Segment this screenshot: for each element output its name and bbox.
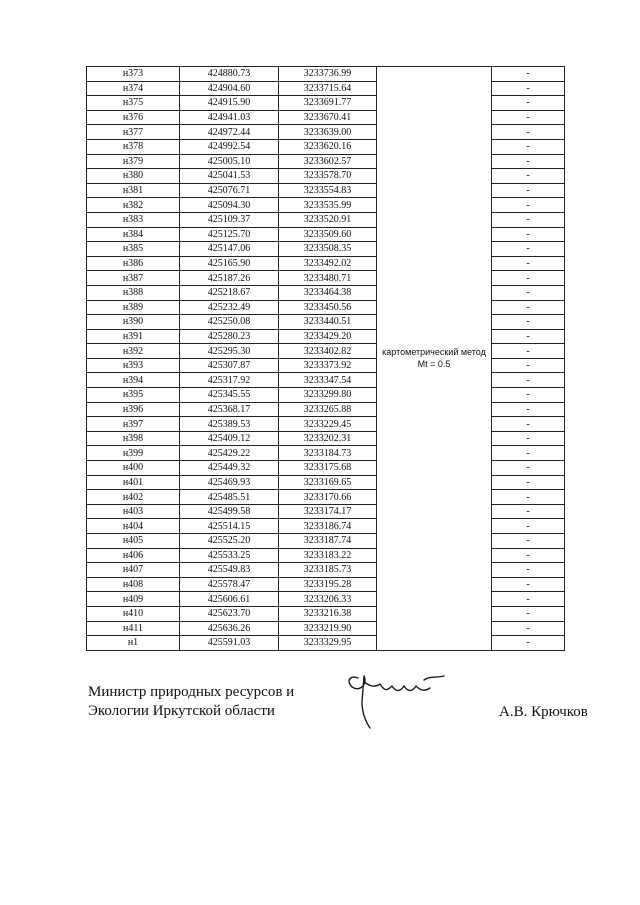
- dash-cell: -: [492, 431, 565, 446]
- y-cell: 3233329.95: [279, 636, 377, 651]
- x-cell: 425345.55: [180, 388, 279, 403]
- point-cell: н397: [87, 417, 180, 432]
- x-cell: 424941.03: [180, 110, 279, 125]
- y-cell: 3233450.56: [279, 300, 377, 315]
- table-row: [87, 417, 565, 432]
- table-row: [87, 577, 565, 592]
- point-cell: н395: [87, 388, 180, 403]
- x-cell: 425295.30: [180, 344, 279, 359]
- point-cell: н385: [87, 242, 180, 257]
- x-cell: 425041.53: [180, 169, 279, 184]
- y-cell: 3233554.83: [279, 183, 377, 198]
- point-cell: н386: [87, 256, 180, 271]
- x-cell: 425591.03: [180, 636, 279, 651]
- minister-title-line2: Экологии Иркутской области: [88, 703, 275, 719]
- dash-cell: -: [492, 461, 565, 476]
- y-cell: 3233184.73: [279, 446, 377, 461]
- point-cell: н400: [87, 461, 180, 476]
- point-cell: н373: [87, 67, 180, 82]
- point-cell: н391: [87, 329, 180, 344]
- point-cell: н390: [87, 315, 180, 330]
- y-cell: 3233578.70: [279, 169, 377, 184]
- table-row: [87, 256, 565, 271]
- x-cell: 425623.70: [180, 606, 279, 621]
- point-cell: н411: [87, 621, 180, 636]
- dash-cell: -: [492, 606, 565, 621]
- table-row: [87, 125, 565, 140]
- dash-cell: -: [492, 417, 565, 432]
- point-cell: н383: [87, 212, 180, 227]
- x-cell: 425280.23: [180, 329, 279, 344]
- table-row: [87, 490, 565, 505]
- x-cell: 424915.90: [180, 96, 279, 111]
- point-cell: н409: [87, 592, 180, 607]
- y-cell: 3233169.65: [279, 475, 377, 490]
- x-cell: 425606.61: [180, 592, 279, 607]
- dash-cell: -: [492, 154, 565, 169]
- dash-cell: -: [492, 548, 565, 563]
- dash-cell: -: [492, 621, 565, 636]
- x-cell: 425469.93: [180, 475, 279, 490]
- table-row: [87, 431, 565, 446]
- x-cell: 425005.10: [180, 154, 279, 169]
- x-cell: 425514.15: [180, 519, 279, 534]
- point-cell: н380: [87, 169, 180, 184]
- point-cell: н381: [87, 183, 180, 198]
- y-cell: 3233216.38: [279, 606, 377, 621]
- table-row: [87, 475, 565, 490]
- table-row: [87, 300, 565, 315]
- y-cell: 3233170.66: [279, 490, 377, 505]
- table-row: [87, 329, 565, 344]
- y-cell: 3233402.82: [279, 344, 377, 359]
- point-cell: н384: [87, 227, 180, 242]
- dash-cell: -: [492, 198, 565, 213]
- table-row: [87, 212, 565, 227]
- x-cell: 425125.70: [180, 227, 279, 242]
- y-cell: 3233736.99: [279, 67, 377, 82]
- dash-cell: -: [492, 636, 565, 651]
- y-cell: 3233620.16: [279, 139, 377, 154]
- table-row: [87, 110, 565, 125]
- dash-cell: -: [492, 344, 565, 359]
- table-row: [87, 504, 565, 519]
- table-row: [87, 271, 565, 286]
- x-cell: 425250.08: [180, 315, 279, 330]
- point-cell: н404: [87, 519, 180, 534]
- point-cell: н392: [87, 344, 180, 359]
- table-row: [87, 81, 565, 96]
- minister-title: [88, 683, 294, 721]
- x-cell: 425533.25: [180, 548, 279, 563]
- x-cell: 425578.47: [180, 577, 279, 592]
- point-cell: н382: [87, 198, 180, 213]
- table-row: [87, 358, 565, 373]
- y-cell: 3233429.20: [279, 329, 377, 344]
- x-cell: 425549.83: [180, 563, 279, 578]
- y-cell: 3233602.57: [279, 154, 377, 169]
- dash-cell: -: [492, 315, 565, 330]
- table-row: [87, 548, 565, 563]
- x-cell: 425449.32: [180, 461, 279, 476]
- point-cell: н378: [87, 139, 180, 154]
- point-cell: н401: [87, 475, 180, 490]
- y-cell: 3233520.91: [279, 212, 377, 227]
- point-cell: н377: [87, 125, 180, 140]
- coordinates-table: [86, 66, 565, 651]
- y-cell: 3233492.02: [279, 256, 377, 271]
- table-row: [87, 636, 565, 651]
- table-row: [87, 169, 565, 184]
- dash-cell: -: [492, 563, 565, 578]
- dash-cell: -: [492, 67, 565, 82]
- point-cell: н398: [87, 431, 180, 446]
- y-cell: 3233347.54: [279, 373, 377, 388]
- dash-cell: -: [492, 125, 565, 140]
- table-row: [87, 388, 565, 403]
- x-cell: 425109.37: [180, 212, 279, 227]
- y-cell: 3233265.88: [279, 402, 377, 417]
- y-cell: 3233670.41: [279, 110, 377, 125]
- dash-cell: -: [492, 81, 565, 96]
- dash-cell: -: [492, 475, 565, 490]
- x-cell: 424880.73: [180, 67, 279, 82]
- table-row: [87, 592, 565, 607]
- x-cell: 425368.17: [180, 402, 279, 417]
- point-cell: н399: [87, 446, 180, 461]
- x-cell: 425147.06: [180, 242, 279, 257]
- table-row: [87, 446, 565, 461]
- dash-cell: -: [492, 373, 565, 388]
- point-cell: н405: [87, 534, 180, 549]
- x-cell: 425409.12: [180, 431, 279, 446]
- y-cell: 3233464.38: [279, 285, 377, 300]
- x-cell: 425218.67: [180, 285, 279, 300]
- table-row: [87, 373, 565, 388]
- y-cell: 3233229.45: [279, 417, 377, 432]
- dash-cell: -: [492, 139, 565, 154]
- y-cell: 3233509.60: [279, 227, 377, 242]
- dash-cell: -: [492, 96, 565, 111]
- table-row: [87, 606, 565, 621]
- dash-cell: -: [492, 285, 565, 300]
- x-cell: 425187.26: [180, 271, 279, 286]
- table-row: [87, 198, 565, 213]
- y-cell: 3233183.22: [279, 548, 377, 563]
- table-row: [87, 563, 565, 578]
- point-cell: н388: [87, 285, 180, 300]
- table-row: [87, 534, 565, 549]
- x-cell: 425389.53: [180, 417, 279, 432]
- dash-cell: -: [492, 110, 565, 125]
- y-cell: 3233535.99: [279, 198, 377, 213]
- dash-cell: -: [492, 256, 565, 271]
- dash-cell: -: [492, 402, 565, 417]
- table-row: [87, 154, 565, 169]
- table-row: [87, 285, 565, 300]
- x-cell: 425165.90: [180, 256, 279, 271]
- dash-cell: -: [492, 358, 565, 373]
- dash-cell: -: [492, 504, 565, 519]
- table-row: [87, 621, 565, 636]
- table-row: [87, 402, 565, 417]
- y-cell: 3233195.28: [279, 577, 377, 592]
- x-cell: 424904.60: [180, 81, 279, 96]
- y-cell: 3233639.00: [279, 125, 377, 140]
- table-row: [87, 67, 565, 82]
- table-row: [87, 227, 565, 242]
- point-cell: н379: [87, 154, 180, 169]
- x-cell: 424972.44: [180, 125, 279, 140]
- dash-cell: -: [492, 446, 565, 461]
- y-cell: 3233715.64: [279, 81, 377, 96]
- x-cell: 425636.26: [180, 621, 279, 636]
- y-cell: 3233202.31: [279, 431, 377, 446]
- y-cell: 3233691.77: [279, 96, 377, 111]
- table-row: [87, 96, 565, 111]
- x-cell: 425485.51: [180, 490, 279, 505]
- y-cell: 3233440.51: [279, 315, 377, 330]
- point-cell: н396: [87, 402, 180, 417]
- dash-cell: -: [492, 227, 565, 242]
- point-cell: н410: [87, 606, 180, 621]
- y-cell: 3233185.73: [279, 563, 377, 578]
- y-cell: 3233508.35: [279, 242, 377, 257]
- y-cell: 3233186.74: [279, 519, 377, 534]
- point-cell: н408: [87, 577, 180, 592]
- method-cell: картометрический метод Mt = 0.5: [377, 67, 492, 651]
- point-cell: н374: [87, 81, 180, 96]
- coordinates-table-body: [87, 67, 565, 651]
- dash-cell: -: [492, 329, 565, 344]
- x-cell: 425317.92: [180, 373, 279, 388]
- y-cell: 3233299.80: [279, 388, 377, 403]
- point-cell: н1: [87, 636, 180, 651]
- point-cell: н394: [87, 373, 180, 388]
- dash-cell: -: [492, 592, 565, 607]
- y-cell: 3233373.92: [279, 358, 377, 373]
- point-cell: н407: [87, 563, 180, 578]
- dash-cell: -: [492, 271, 565, 286]
- point-cell: н406: [87, 548, 180, 563]
- y-cell: 3233175.68: [279, 461, 377, 476]
- dash-cell: -: [492, 519, 565, 534]
- dash-cell: -: [492, 183, 565, 198]
- minister-title-line1: Министр природных ресурсов и: [88, 684, 295, 700]
- dash-cell: -: [492, 212, 565, 227]
- y-cell: 3233187.74: [279, 534, 377, 549]
- point-cell: н403: [87, 504, 180, 519]
- signatory-name: А.В. Крючков: [499, 704, 588, 720]
- x-cell: 425307.87: [180, 358, 279, 373]
- point-cell: н376: [87, 110, 180, 125]
- y-cell: 3233480.71: [279, 271, 377, 286]
- x-cell: 425076.71: [180, 183, 279, 198]
- x-cell: 424992.54: [180, 139, 279, 154]
- table-row: [87, 242, 565, 257]
- table-row: [87, 183, 565, 198]
- point-cell: н375: [87, 96, 180, 111]
- table-row: [87, 139, 565, 154]
- point-cell: н393: [87, 358, 180, 373]
- table-row: [87, 519, 565, 534]
- dash-cell: -: [492, 490, 565, 505]
- dash-cell: -: [492, 169, 565, 184]
- y-cell: 3233174.17: [279, 504, 377, 519]
- dash-cell: -: [492, 388, 565, 403]
- table-row: [87, 315, 565, 330]
- x-cell: 425429.22: [180, 446, 279, 461]
- y-cell: 3233206.33: [279, 592, 377, 607]
- table-row: [87, 344, 565, 359]
- point-cell: н389: [87, 300, 180, 315]
- x-cell: 425525.20: [180, 534, 279, 549]
- dash-cell: -: [492, 242, 565, 257]
- point-cell: н387: [87, 271, 180, 286]
- dash-cell: -: [492, 577, 565, 592]
- dash-cell: -: [492, 534, 565, 549]
- x-cell: 425499.58: [180, 504, 279, 519]
- signature: [340, 662, 450, 732]
- dash-cell: -: [492, 300, 565, 315]
- point-cell: н402: [87, 490, 180, 505]
- x-cell: 425232.49: [180, 300, 279, 315]
- y-cell: 3233219.90: [279, 621, 377, 636]
- table-row: [87, 461, 565, 476]
- x-cell: 425094.30: [180, 198, 279, 213]
